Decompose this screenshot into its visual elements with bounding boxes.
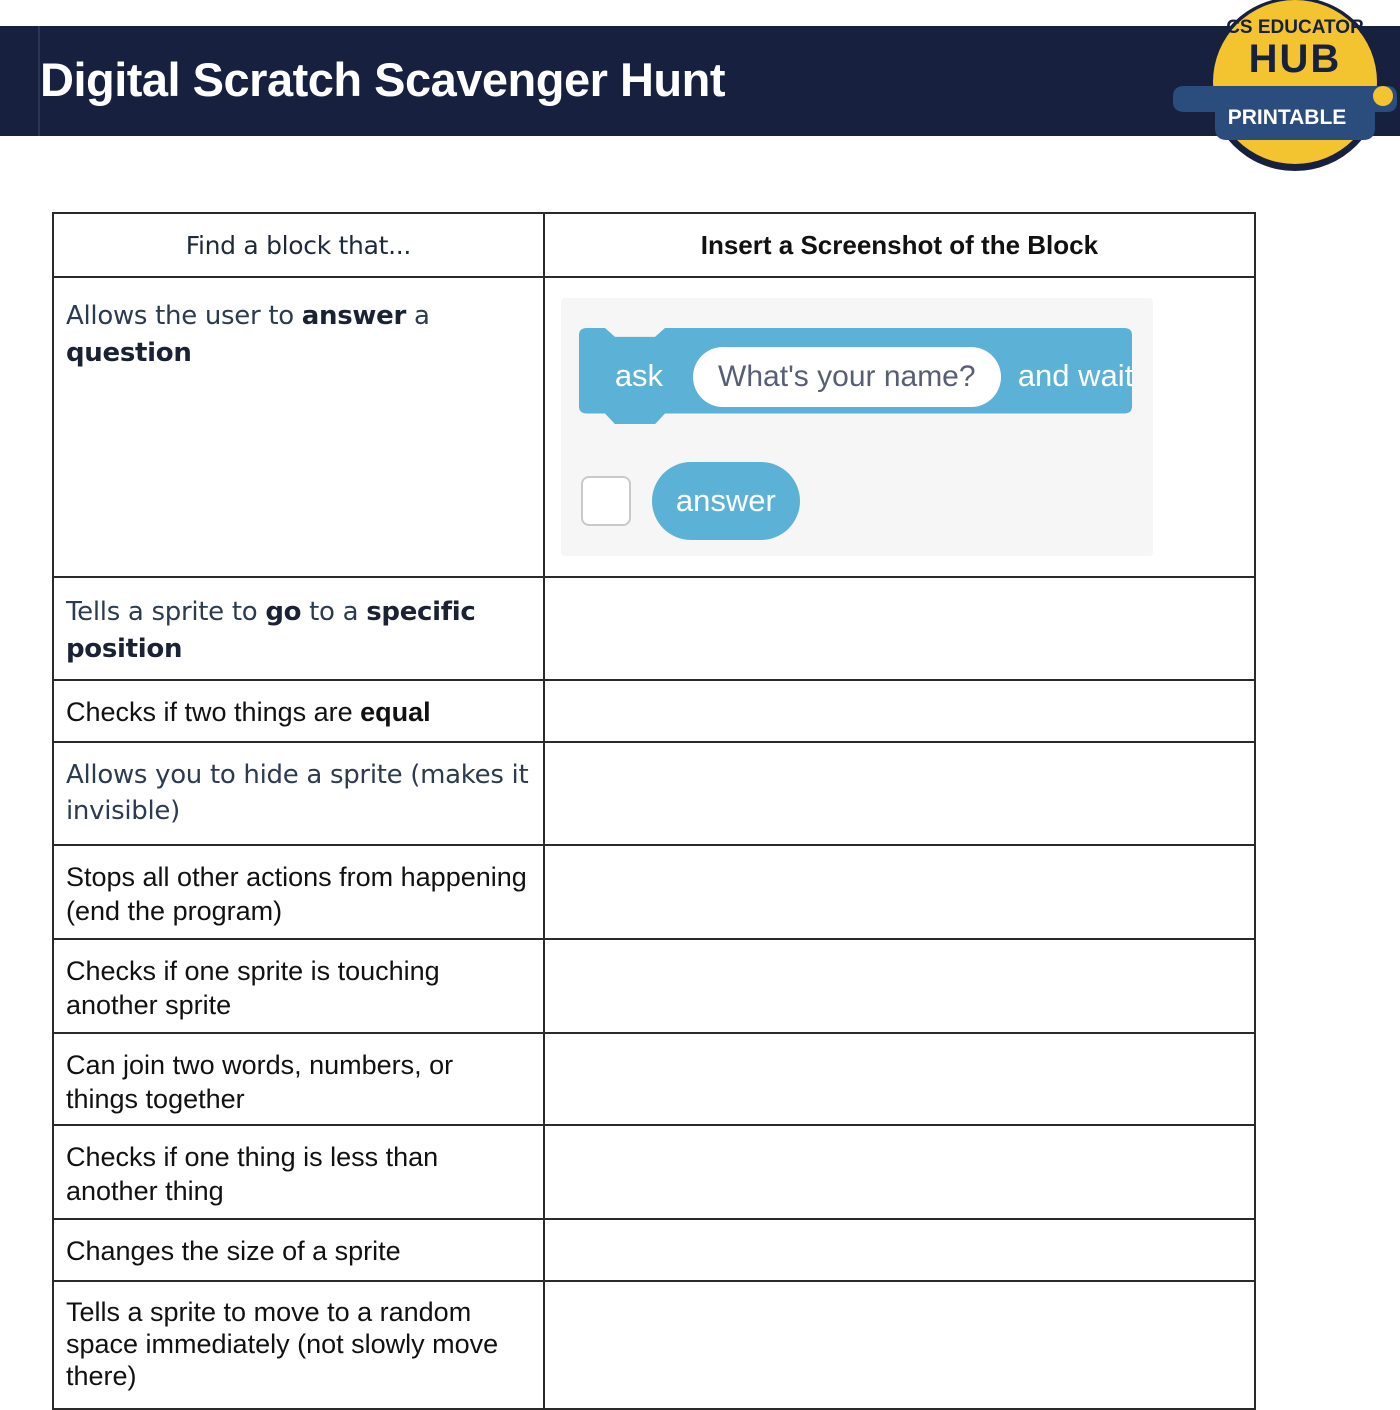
screenshot-cell[interactable]: [544, 1219, 1255, 1281]
badge-ribbon-text: PRINTABLE: [1227, 106, 1347, 129]
screenshot-cell[interactable]: [544, 277, 1255, 577]
ask-question-input: What's your name?: [693, 347, 1001, 407]
prompt-part-bold: specific position: [66, 597, 476, 664]
screenshot-cell[interactable]: [544, 577, 1255, 680]
prompt-text: [54, 681, 543, 729]
prompt-part: Checks if two things are: [66, 697, 361, 727]
prompt-text: Changes the size of a sprite: [66, 1236, 401, 1266]
answer-monitor-checkbox: [581, 476, 631, 526]
prompt-cell: [53, 1281, 544, 1409]
prompt-cell: [53, 1125, 544, 1219]
prompt-text: Tells a sprite to move to a random space immediately (not slowly move there): [66, 1297, 499, 1391]
prompt-text: Allows you to hide a sprite (makes it invisible): [66, 760, 529, 826]
prompt-part: a: [406, 301, 430, 331]
table-row: [53, 1219, 1255, 1281]
table-row: [53, 1125, 1255, 1219]
prompt-part-bold: equal: [360, 697, 431, 727]
prompt-text: Stops all other actions from happening (end the program): [66, 862, 527, 926]
answer-reporter-block: answer: [652, 462, 800, 540]
table-header-row: [53, 213, 1255, 277]
screenshot-cell[interactable]: [544, 1281, 1255, 1409]
screenshot-cell[interactable]: [544, 680, 1255, 742]
prompt-part: Tells a sprite to: [66, 597, 266, 627]
table-row: [53, 742, 1255, 845]
table-row: [53, 277, 1255, 577]
prompt-text: Checks if one sprite is touching another sprite: [66, 956, 440, 1020]
prompt-cell: [53, 742, 544, 845]
prompt-part-bold: question: [66, 338, 192, 368]
scavenger-hunt-table: [52, 212, 1256, 1410]
table-row: [53, 680, 1255, 742]
and-wait-label: and wait: [1017, 358, 1134, 393]
table-row: [53, 1033, 1255, 1125]
prompt-cell: [53, 277, 544, 577]
table-row: [53, 939, 1255, 1033]
screenshot-cell[interactable]: [544, 845, 1255, 939]
prompt-text: [54, 578, 543, 668]
prompt-cell: [53, 680, 544, 742]
header-insert-screenshot: Insert a Screenshot of the Block: [544, 213, 1255, 277]
prompt-text: Can join two words, numbers, or things together: [66, 1050, 454, 1114]
prompt-cell: [53, 845, 544, 939]
prompt-cell: [53, 1033, 544, 1125]
prompt-cell: [53, 939, 544, 1033]
example-block-screenshot: [561, 298, 1153, 556]
prompt-part-bold: go: [265, 597, 302, 627]
ask-label: ask: [614, 358, 664, 393]
header-find-block: Find a block that...: [53, 213, 544, 277]
table-row: [53, 845, 1255, 939]
prompt-cell: [53, 1219, 544, 1281]
prompt-cell: [53, 577, 544, 680]
badge-line2: HUB: [1248, 37, 1342, 81]
cs-educator-hub-badge: [1165, 0, 1400, 176]
prompt-text: Checks if one thing is less than another thing: [66, 1142, 439, 1206]
screenshot-cell[interactable]: [544, 1125, 1255, 1219]
table-row: [53, 1281, 1255, 1409]
table-row: [53, 577, 1255, 680]
screenshot-cell[interactable]: [544, 939, 1255, 1033]
screenshot-cell[interactable]: [544, 742, 1255, 845]
prompt-part: to a: [301, 597, 367, 627]
prompt-part: Allows the user to: [66, 301, 302, 331]
prompt-part-bold: answer: [301, 301, 407, 331]
badge-line1: CS EDUCATOR: [1226, 17, 1364, 38]
page-title: Digital Scratch Scavenger Hunt: [40, 53, 725, 106]
ask-and-wait-block: [579, 328, 1132, 424]
prompt-text: [54, 278, 543, 372]
screenshot-cell[interactable]: [544, 1033, 1255, 1125]
